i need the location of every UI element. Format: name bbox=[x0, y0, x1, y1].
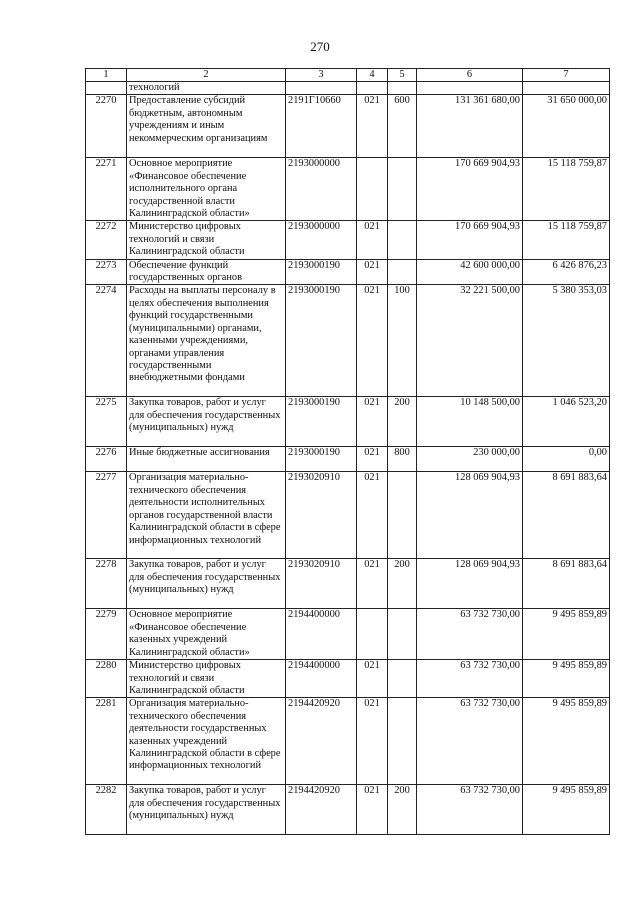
actual-amount: 31 650 000,00 bbox=[523, 95, 610, 158]
admin-code: 021 bbox=[357, 285, 388, 397]
column-header: 4 bbox=[357, 69, 388, 82]
planned-amount: 170 669 904,93 bbox=[417, 221, 523, 259]
admin-code: 021 bbox=[357, 221, 388, 259]
target-code: 2193000000 bbox=[286, 221, 357, 259]
target-code: 2193020910 bbox=[286, 472, 357, 559]
expense-type: 200 bbox=[388, 397, 417, 447]
planned-amount: 63 732 730,00 bbox=[417, 785, 523, 835]
row-number: 2276 bbox=[86, 447, 127, 472]
table-row bbox=[86, 285, 610, 397]
row-number: 2274 bbox=[86, 285, 127, 397]
row-name: Основное мероприятие «Финансовое обеспечение исполнительного органа государственной власти Калининградской области» bbox=[127, 158, 286, 221]
actual-amount: 8 691 883,64 bbox=[523, 472, 610, 559]
actual-amount: 1 046 523,20 bbox=[523, 397, 610, 447]
planned-amount: 230 000,00 bbox=[417, 447, 523, 472]
admin-code: 021 bbox=[357, 259, 388, 285]
row-name: Иные бюджетные ассигнования bbox=[127, 447, 286, 472]
table-row bbox=[86, 158, 610, 221]
row-name: Закупка товаров, работ и услуг для обеспечения государственных (муниципальных) нужд bbox=[127, 559, 286, 609]
admin-code: 021 bbox=[357, 559, 388, 609]
row-number: 2271 bbox=[86, 158, 127, 221]
budget-table bbox=[85, 68, 610, 835]
row-name: Обеспечение функций государственных органов bbox=[127, 259, 286, 285]
expense-type: 100 bbox=[388, 285, 417, 397]
row-name: Министерство цифровых технологий и связи Калининградской области bbox=[127, 221, 286, 259]
row-number: 2272 bbox=[86, 221, 127, 259]
expense-type bbox=[388, 609, 417, 660]
actual-amount: 8 691 883,64 bbox=[523, 559, 610, 609]
expense-type bbox=[388, 158, 417, 221]
target-code: 2193020910 bbox=[286, 559, 357, 609]
admin-code: 021 bbox=[357, 447, 388, 472]
actual-amount: 0,00 bbox=[523, 447, 610, 472]
target-code: 2194400000 bbox=[286, 660, 357, 698]
table-row bbox=[86, 559, 610, 609]
row-number: 2270 bbox=[86, 95, 127, 158]
target-code: 2193000190 bbox=[286, 259, 357, 285]
table-row bbox=[86, 95, 610, 158]
actual-amount: 5 380 353,03 bbox=[523, 285, 610, 397]
column-header: 1 bbox=[86, 69, 127, 82]
row-number: 2278 bbox=[86, 559, 127, 609]
row-name: Расходы на выплаты персоналу в целях обеспечения выполнения функций государственными (муниципальными) органами, казенными учреждениями, органами управления государственными внебюджетными фондами bbox=[127, 285, 286, 397]
table-row bbox=[86, 447, 610, 472]
target-code: 2194400000 bbox=[286, 609, 357, 660]
table-row bbox=[86, 221, 610, 259]
table-row bbox=[86, 397, 610, 447]
admin-code: 021 bbox=[357, 472, 388, 559]
planned-amount: 131 361 680,00 bbox=[417, 95, 523, 158]
target-code: 2191Г10660 bbox=[286, 95, 357, 158]
continuation-text: технологий bbox=[127, 82, 286, 95]
target-code: 2193000000 bbox=[286, 158, 357, 221]
column-header: 3 bbox=[286, 69, 357, 82]
expense-type bbox=[388, 698, 417, 785]
expense-type bbox=[388, 221, 417, 259]
admin-code: 021 bbox=[357, 660, 388, 698]
planned-amount: 128 069 904,93 bbox=[417, 472, 523, 559]
row-number: 2279 bbox=[86, 609, 127, 660]
admin-code: 021 bbox=[357, 95, 388, 158]
actual-amount: 6 426 876,23 bbox=[523, 259, 610, 285]
actual-amount: 9 495 859,89 bbox=[523, 609, 610, 660]
column-header: 5 bbox=[388, 69, 417, 82]
row-name: Организация материально-технического обеспечения деятельности государственных казенных учреждений Калининградской области в сфере информационных технологий bbox=[127, 698, 286, 785]
admin-code: 021 bbox=[357, 785, 388, 835]
column-header: 6 bbox=[417, 69, 523, 82]
target-code: 2194420920 bbox=[286, 785, 357, 835]
page-number: 270 bbox=[310, 39, 330, 54]
admin-code: 021 bbox=[357, 698, 388, 785]
row-number: 2277 bbox=[86, 472, 127, 559]
planned-amount: 32 221 500,00 bbox=[417, 285, 523, 397]
target-code: 2193000190 bbox=[286, 397, 357, 447]
table-row bbox=[86, 609, 610, 660]
expense-type bbox=[388, 660, 417, 698]
expense-type: 200 bbox=[388, 559, 417, 609]
row-number: 2273 bbox=[86, 259, 127, 285]
row-name: Предоставление субсидий бюджетным, автономным учреждениям и иным некоммерческим организациям bbox=[127, 95, 286, 158]
admin-code bbox=[357, 609, 388, 660]
actual-amount: 15 118 759,87 bbox=[523, 221, 610, 259]
expense-type: 200 bbox=[388, 785, 417, 835]
column-header: 2 bbox=[127, 69, 286, 82]
admin-code bbox=[357, 158, 388, 221]
planned-amount: 10 148 500,00 bbox=[417, 397, 523, 447]
column-header-row bbox=[86, 69, 610, 82]
planned-amount: 128 069 904,93 bbox=[417, 559, 523, 609]
row-name: Закупка товаров, работ и услуг для обеспечения государственных (муниципальных) нужд bbox=[127, 785, 286, 835]
row-name: Закупка товаров, работ и услуг для обеспечения государственных (муниципальных) нужд bbox=[127, 397, 286, 447]
planned-amount: 63 732 730,00 bbox=[417, 660, 523, 698]
row-name: Министерство цифровых технологий и связи Калининградской области bbox=[127, 660, 286, 698]
planned-amount: 63 732 730,00 bbox=[417, 609, 523, 660]
table-row bbox=[86, 259, 610, 285]
table-row bbox=[86, 660, 610, 698]
target-code: 2194420920 bbox=[286, 698, 357, 785]
row-number: 2282 bbox=[86, 785, 127, 835]
expense-type bbox=[388, 259, 417, 285]
expense-type bbox=[388, 472, 417, 559]
table-row bbox=[86, 785, 610, 835]
admin-code: 021 bbox=[357, 397, 388, 447]
table-row bbox=[86, 472, 610, 559]
actual-amount: 9 495 859,89 bbox=[523, 785, 610, 835]
row-number: 2280 bbox=[86, 660, 127, 698]
planned-amount: 170 669 904,93 bbox=[417, 158, 523, 221]
table-row bbox=[86, 698, 610, 785]
expense-type: 800 bbox=[388, 447, 417, 472]
row-name: Основное мероприятие «Финансовое обеспечение казенных учреждений Калининградской области» bbox=[127, 609, 286, 660]
expense-type: 600 bbox=[388, 95, 417, 158]
planned-amount: 63 732 730,00 bbox=[417, 698, 523, 785]
row-number: 2275 bbox=[86, 397, 127, 447]
row-name: Организация материально-технического обеспечения деятельности исполнительных органов государственной власти Калининградской области в сфере информационных технологий bbox=[127, 472, 286, 559]
target-code: 2193000190 bbox=[286, 447, 357, 472]
column-header: 7 bbox=[523, 69, 610, 82]
row-number: 2281 bbox=[86, 698, 127, 785]
planned-amount: 42 600 000,00 bbox=[417, 259, 523, 285]
continuation-row bbox=[86, 82, 610, 95]
actual-amount: 9 495 859,89 bbox=[523, 698, 610, 785]
target-code: 2193000190 bbox=[286, 285, 357, 397]
actual-amount: 9 495 859,89 bbox=[523, 660, 610, 698]
actual-amount: 15 118 759,87 bbox=[523, 158, 610, 221]
